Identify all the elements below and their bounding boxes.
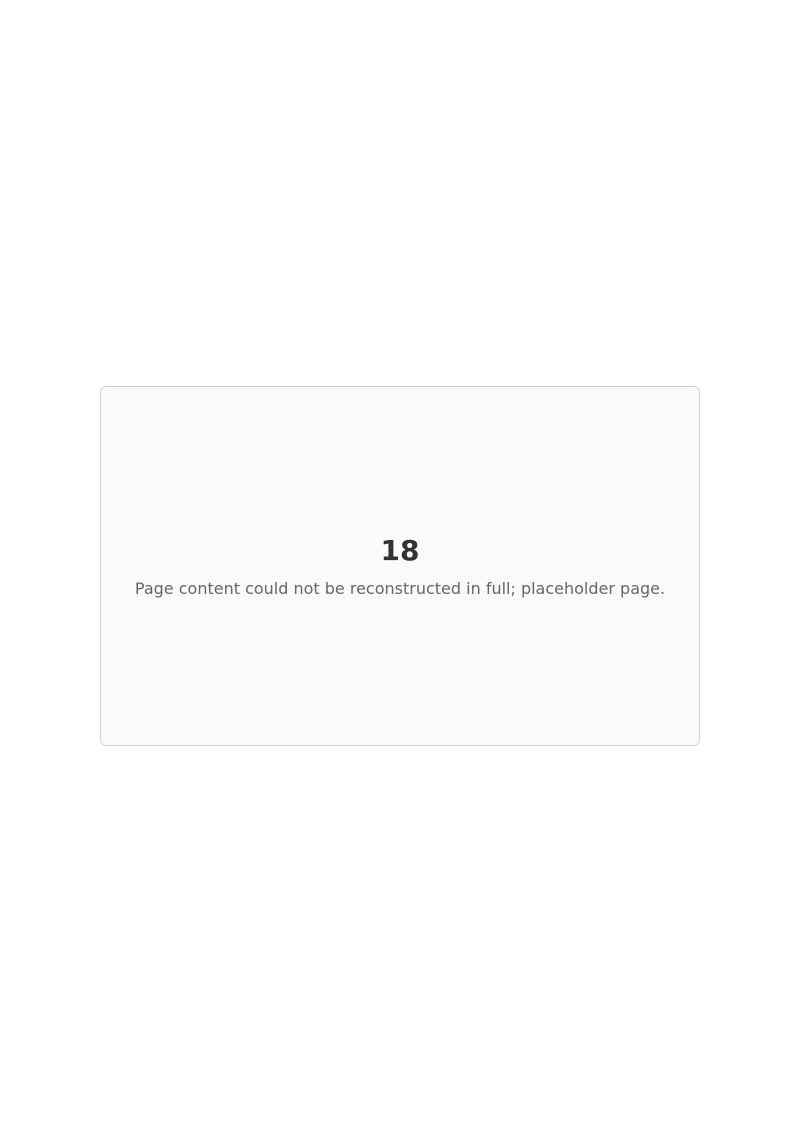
page-number: 18 bbox=[380, 534, 420, 567]
fallback-message: Page content could not be reconstructed in full; placeholder page. bbox=[134, 579, 666, 598]
fallback-card bbox=[100, 386, 700, 746]
